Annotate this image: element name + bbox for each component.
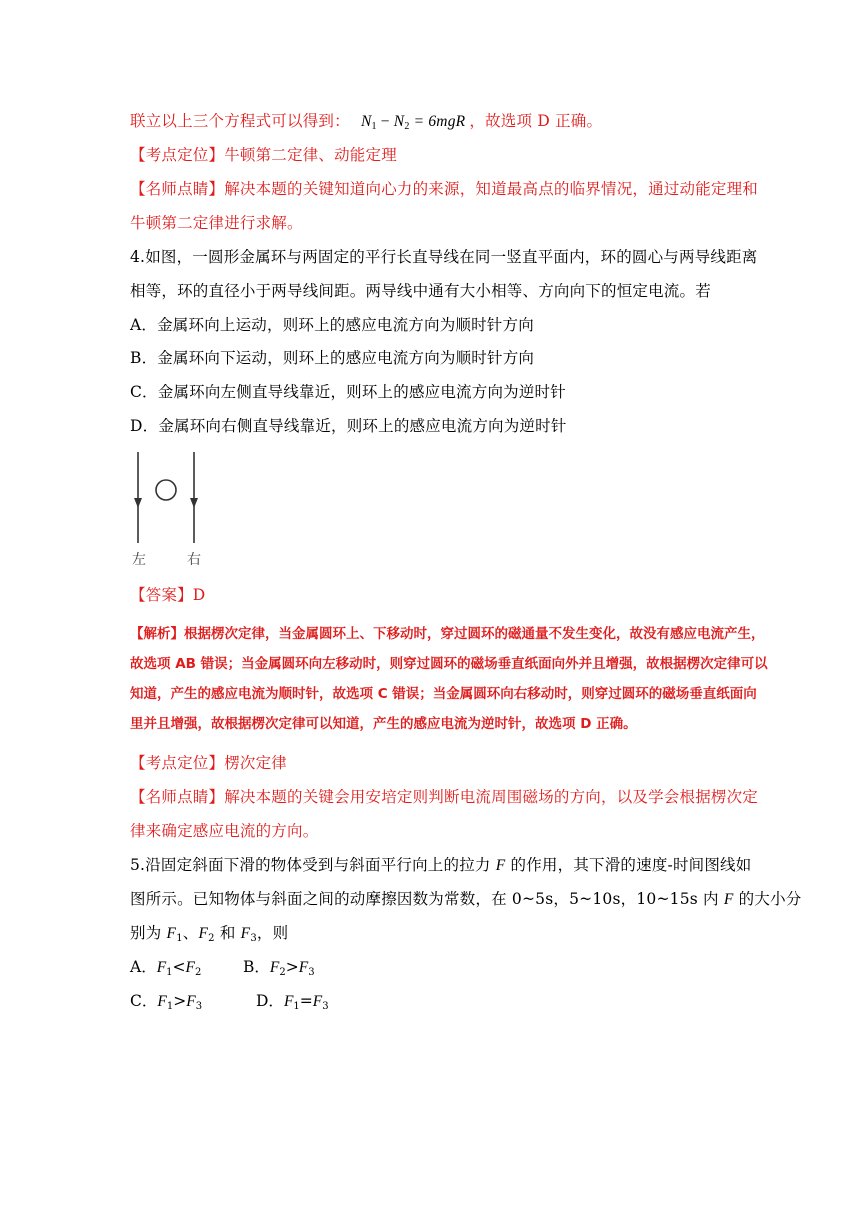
eq-sub2: 2	[404, 121, 410, 132]
q5-l2-a: 图所示。已知物体与斜面之间的动摩擦因数为常数，在 0~5s，5~10s，10~15s 内	[130, 890, 724, 908]
q4-stem-line2: 相等，环的直径小于两导线间距。两导线中通有大小相等、方向向下的恒定电流。若	[130, 282, 711, 300]
q4-dianjing-line2: 律来确定感应电流的方向。	[130, 822, 319, 840]
q5-opt-b-right-sub: 3	[308, 967, 315, 978]
q5-opt-d-left-sub: 1	[293, 1001, 300, 1012]
metal-ring	[156, 480, 176, 500]
q5-option-a	[130, 957, 201, 983]
kaodian-line-q3: 【考点定位】牛顿第二定律、动能定理	[130, 146, 397, 164]
analysis-line-4: 里并且增强，故根据楞次定律可以知道，产生的感应电流为逆时针，故选项 D 正确。	[130, 716, 637, 732]
eq-sub1: 1	[371, 121, 377, 132]
analysis-line-2: 故选项 AB 错误；当金属圆环向左移动时，则穿过圆环的磁场垂直纸面向外并且增强，故根据楞次定律可以	[130, 656, 768, 672]
q5-l3-s2: 2	[208, 933, 215, 944]
q5-stem-line3	[130, 923, 288, 949]
q5-l3-s1: 1	[176, 933, 183, 944]
q5-option-d	[256, 991, 329, 1017]
eq-n2: N	[393, 113, 405, 130]
q5-opt-b-op: >	[285, 958, 299, 976]
q4-stem-line1: 4.如图，一圆形金属环与两固定的平行长直导线在同一竖直平面内，环的圆心与两导线距离	[130, 248, 758, 266]
q5-l3-and: 和	[214, 924, 241, 942]
left-wire-arrow-icon	[134, 498, 142, 508]
equation	[361, 113, 469, 130]
wire-ring-diagram	[128, 448, 218, 570]
q4-option-d: D．金属环向右侧直导线靠近，则环上的感应电流方向为逆时针	[130, 417, 567, 435]
q5-opt-b-left: F	[269, 959, 280, 976]
q5-l3-b: ，则	[256, 924, 289, 942]
q5-opt-d-left: F	[283, 993, 294, 1010]
wire-ring-figure	[128, 448, 218, 570]
dianjing-line-q3-1: 【名师点睛】解决本题的关键知道向心力的来源，知道最高点的临界情况，通过动能定理和	[130, 180, 759, 198]
q5-l3-f3: F	[240, 925, 251, 942]
q5-l1-b: 的作用，其下滑的速度-时间图线如	[505, 856, 752, 874]
analysis-line-1: 【解析】根据楞次定律，当金属圆环上、下移动时，穿过圆环的磁通量不发生变化，故没有感应电流产生，	[130, 626, 765, 642]
q4-answer: 【答案】D	[130, 586, 206, 604]
q5-opt-c-op: >	[173, 992, 187, 1010]
q5-option-c	[130, 991, 202, 1017]
q5-l3-a: 别为	[130, 924, 167, 942]
dianjing-line-q3-2: 牛顿第二定律进行求解。	[130, 214, 303, 232]
q5-opt-a-right-sub: 2	[195, 967, 202, 978]
q5-opt-d-right-sub: 3	[322, 1001, 329, 1012]
q5-opt-a-label: A．	[130, 958, 157, 976]
q5-opt-b-right: F	[298, 959, 309, 976]
q5-l3-sep: 、	[182, 924, 199, 942]
q5-l2-b: 的大小分	[733, 890, 802, 908]
q5-opt-d-right: F	[312, 993, 323, 1010]
eq-n1: N	[360, 113, 372, 130]
right-label: 右	[187, 552, 201, 568]
q4-kaodian: 【考点定位】楞次定律	[130, 754, 288, 772]
q5-opt-c-label: C．	[130, 992, 158, 1010]
q5-l3-s3: 3	[250, 933, 257, 944]
q5-opt-b-left-sub: 2	[279, 967, 286, 978]
q5-stem-line2	[130, 889, 801, 910]
q4-dianjing-line1: 【名师点睛】解决本题的关键会用安培定则判断电流周围磁场的方向，以及学会根据楞次定	[130, 788, 759, 806]
q5-stem-line1	[130, 855, 751, 876]
q5-opt-b-label: B．	[243, 958, 270, 976]
q5-l2-f: F	[723, 891, 734, 908]
q5-l3-f2: F	[198, 925, 209, 942]
q5-opt-c-left: F	[157, 993, 167, 1010]
eq-minus: −	[376, 113, 394, 130]
q5-opt-a-right: F	[185, 959, 196, 976]
q5-opt-d-label: D．	[256, 992, 284, 1010]
analysis-line-3: 知道，产生的感应电流为顺时针，故选项 C 错误；当金属圆环向右移动时，则穿过圆环的磁场垂直纸面向	[130, 686, 757, 702]
q5-opt-a-op: <	[172, 958, 186, 976]
q4-option-c: C．金属环向左侧直导线靠近，则环上的感应电流方向为逆时针	[130, 383, 566, 401]
q4-analysis	[130, 619, 768, 739]
eq-rhs: = 6mgR	[409, 113, 466, 130]
q5-opt-d-op: =	[299, 992, 313, 1010]
q5-opt-a-left-sub: 1	[166, 967, 173, 978]
q4-option-b: B．金属环向下运动，则环上的感应电流方向为顺时针方向	[130, 349, 535, 367]
right-wire-arrow-icon	[190, 498, 198, 508]
left-label: 左	[132, 552, 146, 568]
q5-opt-c-right-sub: 3	[195, 1001, 203, 1012]
q5-opt-c-left-sub: 1	[166, 1001, 174, 1012]
q5-opt-c-right: F	[186, 993, 196, 1010]
equation-conclusion-line	[130, 111, 602, 137]
q4-option-a: A．金属环向上运动，则环上的感应电流方向为顺时针方向	[130, 316, 534, 334]
conclusion-prefix: 联立以上三个方程式可以得到：	[130, 112, 350, 130]
q5-option-b	[243, 957, 315, 983]
conclusion-suffix: ，故选项 D 正确。	[469, 112, 603, 130]
q5-l1-f: F	[495, 857, 506, 874]
q5-l3-f1: F	[166, 925, 177, 942]
q5-l1-a: 5.沿固定斜面下滑的物体受到与斜面平行向上的拉力	[130, 856, 496, 874]
q5-opt-a-left: F	[156, 959, 167, 976]
